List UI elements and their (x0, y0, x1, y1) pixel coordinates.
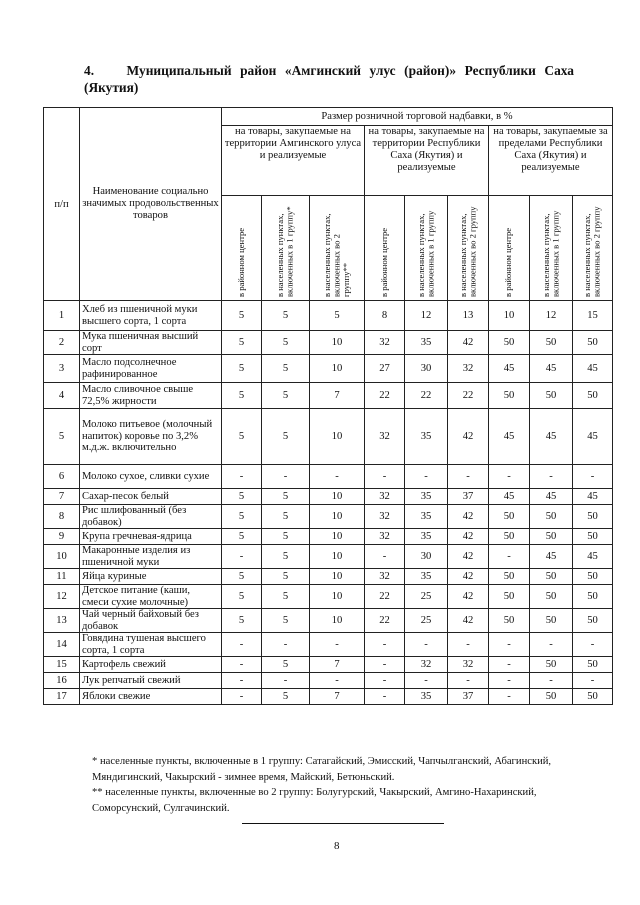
markup-value: - (530, 633, 573, 657)
subcol-header (310, 196, 365, 301)
markup-value: 7 (310, 689, 365, 705)
markup-value: 42 (448, 529, 489, 545)
markup-value: 12 (405, 301, 448, 331)
page-number: 8 (334, 840, 340, 852)
markup-value: 45 (530, 545, 573, 569)
markup-value: 45 (489, 355, 530, 383)
markup-value: - (489, 633, 530, 657)
markup-value: 42 (448, 505, 489, 529)
markup-value: 5 (222, 529, 262, 545)
markup-value: 42 (448, 331, 489, 355)
row-number: 14 (44, 633, 80, 657)
product-name: Макаронные изделия из пшеничной муки (80, 545, 222, 569)
markup-value: - (365, 633, 405, 657)
markup-value: 45 (573, 355, 613, 383)
markup-value: 35 (405, 529, 448, 545)
markup-value: 10 (310, 545, 365, 569)
markup-value: 45 (530, 355, 573, 383)
row-number: 12 (44, 585, 80, 609)
subcol-header (573, 196, 613, 301)
markup-value: 45 (573, 409, 613, 465)
markup-value: 10 (310, 585, 365, 609)
markup-value: 50 (530, 609, 573, 633)
markup-value: 5 (262, 529, 310, 545)
row-number: 15 (44, 657, 80, 673)
markup-value: - (530, 673, 573, 689)
markup-value: - (222, 545, 262, 569)
table-row (44, 633, 613, 657)
markup-value: 5 (262, 657, 310, 673)
row-number: 7 (44, 489, 80, 505)
markup-value: - (530, 465, 573, 489)
markup-value: - (489, 673, 530, 689)
markup-value: 10 (310, 609, 365, 633)
section-title: Муниципальный район «Амгинский улус (район)» Республики Саха (Якутия) (84, 63, 574, 95)
markup-value: - (310, 673, 365, 689)
markup-value: 22 (365, 383, 405, 409)
subcol-header (365, 196, 405, 301)
markup-value: 35 (405, 331, 448, 355)
product-name: Молоко питьевое (молочный напиток) коровье по 3,2% м.д.ж. включительно (80, 409, 222, 465)
product-name: Картофель свежий (80, 657, 222, 673)
row-number: 10 (44, 545, 80, 569)
markup-value: 45 (530, 489, 573, 505)
subcol-header (489, 196, 530, 301)
markup-value: 5 (262, 545, 310, 569)
markup-value: 50 (489, 331, 530, 355)
table-row (44, 505, 613, 529)
markup-value: - (222, 465, 262, 489)
markup-value: 10 (489, 301, 530, 331)
subcol-header-label: в районном центре (378, 227, 389, 297)
footnotes (92, 754, 602, 816)
markup-value: 50 (573, 657, 613, 673)
markup-value: 5 (222, 585, 262, 609)
markup-value: - (573, 673, 613, 689)
markup-value: 50 (530, 689, 573, 705)
footnote-1: * населенные пункты, включенные в 1 группу: Сатагайский, Эмисский, Чапчылганский, Абагинский, Мяндигинский, Чакырский - зимнее время, Майский, Бетюньский. (92, 756, 552, 783)
markup-value: - (222, 657, 262, 673)
markup-value: 50 (489, 383, 530, 409)
row-number: 17 (44, 689, 80, 705)
markup-value: - (573, 465, 613, 489)
markup-value: 5 (262, 409, 310, 465)
subgroup-outside: на товары, закупаемые за пределами Республики Саха (Якутия) и реализуемые (489, 126, 613, 196)
markup-value: 27 (365, 355, 405, 383)
markup-value: - (365, 657, 405, 673)
row-number: 3 (44, 355, 80, 383)
markup-value: - (405, 633, 448, 657)
markup-value: 50 (573, 689, 613, 705)
markup-value: 37 (448, 689, 489, 705)
product-name: Говядина тушеная высшего сорта, 1 сорта (80, 633, 222, 657)
product-name: Яйца куриные (80, 569, 222, 585)
markup-value: 45 (489, 409, 530, 465)
markup-value: - (365, 545, 405, 569)
table-row (44, 657, 613, 673)
markup-value: - (489, 545, 530, 569)
markup-value: - (405, 465, 448, 489)
table-row (44, 301, 613, 331)
markup-value: 10 (310, 331, 365, 355)
markup-value: 10 (310, 569, 365, 585)
subcol-header-label: в районном центре (235, 227, 246, 297)
markup-value: 5 (262, 355, 310, 383)
markup-value: 50 (489, 569, 530, 585)
markup-value: - (489, 689, 530, 705)
markup-value: 5 (310, 301, 365, 331)
markup-value: 22 (448, 383, 489, 409)
footnote-2: ** населенные пункты, включенные во 2 группу: Болугурский, Чакырский, Амгино-Нахаринский, Соморсунский, Сулгачинский. (92, 787, 537, 814)
markup-value: 5 (222, 409, 262, 465)
row-number: 2 (44, 331, 80, 355)
subcol-header (222, 196, 262, 301)
markup-value: 5 (222, 301, 262, 331)
product-name: Мука пшеничная высший сорт (80, 331, 222, 355)
table-row (44, 569, 613, 585)
markup-value: 22 (365, 609, 405, 633)
markup-value: 5 (262, 585, 310, 609)
product-name: Крупа гречневая-ядрица (80, 529, 222, 545)
markup-value: 22 (365, 585, 405, 609)
markup-value: 5 (262, 301, 310, 331)
markup-value: 5 (262, 609, 310, 633)
subcol-header-label: в населенных пунктах, включенных во 2 группу (582, 206, 602, 297)
markup-value: 5 (262, 489, 310, 505)
markup-value: 5 (222, 383, 262, 409)
row-number: 11 (44, 569, 80, 585)
markup-value: 30 (405, 545, 448, 569)
table-row (44, 609, 613, 633)
row-number: 5 (44, 409, 80, 465)
markup-value: 5 (222, 569, 262, 585)
table-row (44, 689, 613, 705)
markup-value: 32 (365, 529, 405, 545)
markup-value: 5 (262, 383, 310, 409)
markup-value: 32 (365, 569, 405, 585)
markup-value: 7 (310, 657, 365, 673)
markup-value: 50 (573, 569, 613, 585)
markup-value: - (262, 633, 310, 657)
markup-value: 50 (489, 585, 530, 609)
markup-value: 50 (530, 585, 573, 609)
markup-value: 37 (448, 489, 489, 505)
table-row (44, 465, 613, 489)
markup-value: - (448, 673, 489, 689)
row-number: 4 (44, 383, 80, 409)
markup-value: 50 (573, 585, 613, 609)
markup-value: 50 (573, 331, 613, 355)
markup-value: - (365, 673, 405, 689)
markup-value: 50 (573, 609, 613, 633)
subcol-header-label: в населенных пунктах, включенных в 1 группу (540, 210, 560, 297)
markup-value: 35 (405, 569, 448, 585)
markup-value: 42 (448, 609, 489, 633)
row-number: 16 (44, 673, 80, 689)
product-name: Хлеб из пшеничной муки высшего сорта, 1 сорта (80, 301, 222, 331)
markup-value: 45 (573, 489, 613, 505)
footer-divider (242, 823, 444, 824)
subcol-header-label: в населенных пунктах, включенных в 1 группу (415, 210, 435, 297)
markup-value: 50 (530, 505, 573, 529)
row-number: 8 (44, 505, 80, 529)
subcol-header (405, 196, 448, 301)
table-row (44, 489, 613, 505)
subcol-header-label: в районном центре (503, 227, 514, 297)
table-row (44, 585, 613, 609)
markup-value: - (222, 673, 262, 689)
markup-value: 50 (530, 383, 573, 409)
markup-value: 45 (573, 545, 613, 569)
markup-value: 10 (310, 409, 365, 465)
subcol-header (262, 196, 310, 301)
table-row (44, 409, 613, 465)
markup-value: 45 (489, 489, 530, 505)
row-number: 13 (44, 609, 80, 633)
markup-value: 5 (222, 609, 262, 633)
product-name: Масло подсолнечное рафинированное (80, 355, 222, 383)
markup-value: 50 (530, 331, 573, 355)
table-row (44, 545, 613, 569)
markup-value: 8 (365, 301, 405, 331)
markup-value: 32 (405, 657, 448, 673)
product-name: Чай черный байховый без добавок (80, 609, 222, 633)
markup-value: 50 (530, 569, 573, 585)
markup-value: - (262, 465, 310, 489)
markup-value: - (365, 465, 405, 489)
row-number: 9 (44, 529, 80, 545)
markup-value: - (365, 689, 405, 705)
markup-value: 32 (365, 409, 405, 465)
markup-value: 35 (405, 409, 448, 465)
markup-value: 5 (222, 331, 262, 355)
markup-value: 5 (262, 569, 310, 585)
subcol-header-label: в населенных пунктах, включенных во 2 группу (457, 206, 477, 297)
markup-value: 32 (448, 657, 489, 673)
markup-value: 25 (405, 585, 448, 609)
markup-value: 25 (405, 609, 448, 633)
markup-value: 30 (405, 355, 448, 383)
markup-value: 50 (530, 529, 573, 545)
markup-value: 32 (448, 355, 489, 383)
markup-value: 32 (365, 505, 405, 529)
markup-value: 42 (448, 585, 489, 609)
markup-value: 5 (222, 489, 262, 505)
header-name: Наименование социально значимых продовольственных товаров (80, 108, 222, 301)
product-name: Яблоки свежие (80, 689, 222, 705)
markup-value: 35 (405, 489, 448, 505)
markup-value: 50 (489, 505, 530, 529)
markup-value: - (222, 689, 262, 705)
markup-value: 45 (530, 409, 573, 465)
markup-value: - (448, 633, 489, 657)
markup-value: 10 (310, 355, 365, 383)
section-heading (84, 62, 574, 96)
markup-value: - (262, 673, 310, 689)
subcol-header (530, 196, 573, 301)
product-name: Детское питание (каши, смеси сухие молочные) (80, 585, 222, 609)
markup-value: 42 (448, 409, 489, 465)
markup-value: 50 (573, 505, 613, 529)
markup-value: 32 (365, 489, 405, 505)
markup-value: - (222, 633, 262, 657)
markup-value: 50 (489, 529, 530, 545)
markup-value: 13 (448, 301, 489, 331)
markup-value: 42 (448, 569, 489, 585)
table-row (44, 673, 613, 689)
markup-value: 5 (262, 689, 310, 705)
markup-value: 5 (262, 505, 310, 529)
subcol-header-label: в населенных пунктах, включенных в 1 группу* (275, 206, 295, 297)
markup-value: - (310, 633, 365, 657)
table-row (44, 331, 613, 355)
subgroup-local: на товары, закупаемые на территории Амгинского улуса и реализуемые (222, 126, 365, 196)
subcol-header-label: в населенных пунктах, включенных во 2 группу** (321, 213, 351, 297)
markup-value: - (489, 465, 530, 489)
markup-value: 50 (573, 383, 613, 409)
markup-value: 7 (310, 383, 365, 409)
row-number: 1 (44, 301, 80, 331)
markup-value: 35 (405, 505, 448, 529)
product-name: Лук репчатый свежий (80, 673, 222, 689)
header-num: п/п (44, 108, 80, 301)
markup-table (43, 107, 613, 705)
section-number: 4. (84, 63, 95, 78)
markup-value: 50 (489, 609, 530, 633)
markup-value: - (405, 673, 448, 689)
markup-value: 12 (530, 301, 573, 331)
markup-value: 10 (310, 529, 365, 545)
header-group: Размер розничной торговой надбавки, в % (222, 108, 613, 126)
subcol-header (448, 196, 489, 301)
markup-value: 5 (222, 505, 262, 529)
product-name: Молоко сухое, сливки сухие (80, 465, 222, 489)
product-name: Сахар-песок белый (80, 489, 222, 505)
markup-value: - (448, 465, 489, 489)
markup-value: 10 (310, 489, 365, 505)
markup-value: - (573, 633, 613, 657)
markup-value: - (489, 657, 530, 673)
markup-value: 35 (405, 689, 448, 705)
markup-value: 50 (573, 529, 613, 545)
markup-value: - (310, 465, 365, 489)
subgroup-republic: на товары, закупаемые на территории Республики Саха (Якутия) и реализуемые (365, 126, 489, 196)
markup-value: 5 (262, 331, 310, 355)
markup-value: 15 (573, 301, 613, 331)
row-number: 6 (44, 465, 80, 489)
markup-value: 22 (405, 383, 448, 409)
markup-value: 5 (222, 355, 262, 383)
markup-value: 50 (530, 657, 573, 673)
product-name: Рис шлифованный (без добавок) (80, 505, 222, 529)
table-row (44, 355, 613, 383)
product-name: Масло сливочное свыше 72,5% жирности (80, 383, 222, 409)
markup-value: 32 (365, 331, 405, 355)
table-row (44, 383, 613, 409)
markup-value: 42 (448, 545, 489, 569)
markup-value: 10 (310, 505, 365, 529)
table-row (44, 529, 613, 545)
